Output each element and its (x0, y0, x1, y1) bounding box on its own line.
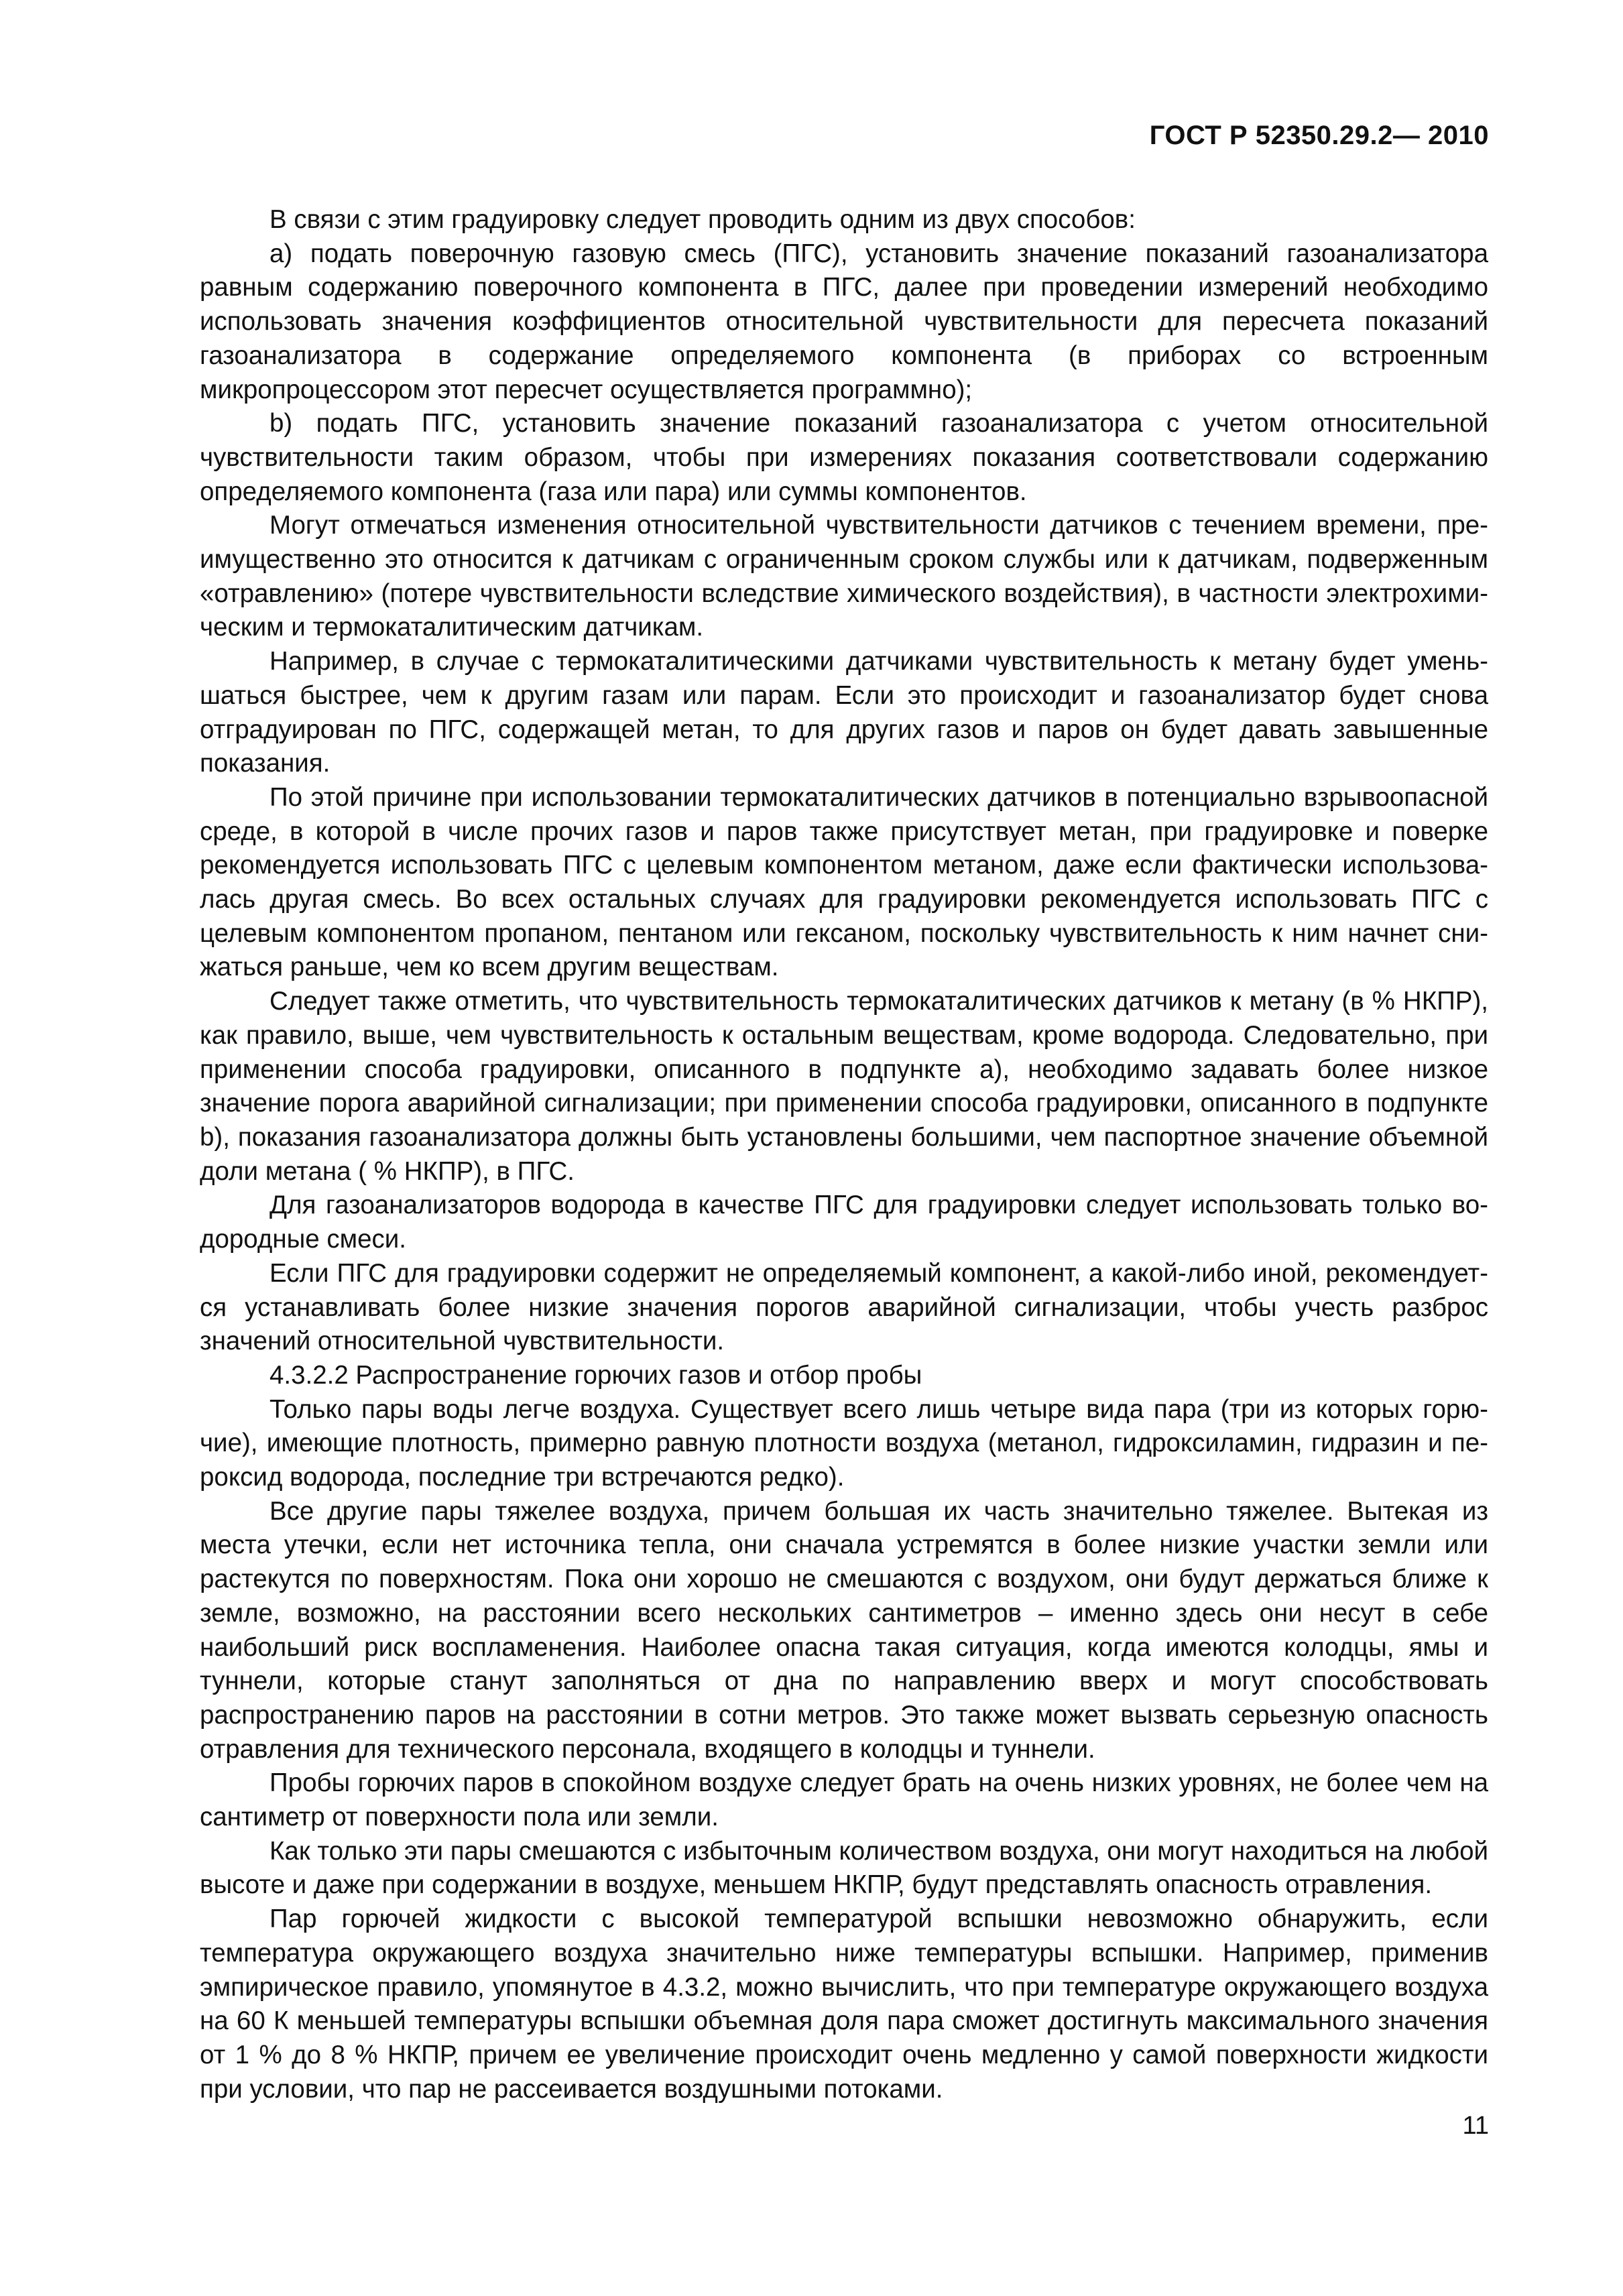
paragraph: Пробы горючих паров в спокойном воздухе следует брать на очень низких уровнях, не более чем на сантиметр от поверхности пола или земли. (200, 1768, 1488, 1832)
paragraph: а) подать поверочную газовую смесь (ПГС), установить значение показаний газоанализатора равным содержанию поверочного компонента в ПГС, далее при проведении измерений необходимо использовать значения коэффициентов относительной чувствительности для пересчета показаний газоанализатора в содержание определяемого компонента (в приборах со встроенным микропроцессором этот пересчет осуществляется программно); (200, 239, 1488, 404)
page-number: 11 (1462, 2112, 1489, 2140)
paragraph: Например, в случае с термокаталитическими датчиками чувствительность к метану будет уменьшаться быстрее, чем к другим газам или парам. Если это происходит и газоанализатор будет снова отградуирован по ПГС, содержащей метан, то для других газов и паров он будет давать завышенные показания. (200, 647, 1488, 778)
body-text (200, 203, 1488, 2106)
paragraph: Если ПГС для градуировки содержит не определяемый компонент, а какой-либо иной, рекомендуется устанавливать более низкие значения порогов аварийной сигнализации, чтобы учесть разброс значений относительной чувствительности. (200, 1258, 1488, 1356)
paragraph: Следует также отметить, что чувствительность термокаталитических датчиков к метану (в % НКПР), как правило, выше, чем чувствительность к остальным веществам, кроме водорода. Следовательно, при применении способа градуировки, описанного в подпункте а), необходимо задавать более низкое значение порога аварийной сигнализации; при применении способа градуировки, описанного в подпункте b), показания газоанализатора должны быть установлены большими, чем паспортное значение объемной доли метана ( % НКПР), в ПГС. (200, 987, 1488, 1186)
paragraph: Все другие пары тяжелее воздуха, причем большая их часть значительно тяжелее. Вытекая из места утечки, если нет источника тепла, они сначала устремятся в более низкие участки земли или растекутся по поверхностям. Пока они хорошо не смешаются с воздухом, они будут держаться ближе к земле, возможно, на расстоянии всего нескольких сантиметров – именно здесь они несут в себе наибольший риск воспламенения. Наиболее опасна такая ситуация, когда имеются колодцы, ямы и туннели, которые станут заполняться от дна по направлению вверх и могут способствовать распространению паров на расстоянии в сотни метров. Это также может вызвать серьезную опасность отравления для технического персонала, входящего в колодцы и туннели. (200, 1496, 1488, 1764)
paragraph: Могут отмечаться изменения относительной чувствительности датчиков с течением времени, преимущественно это относится к датчикам с ограниченным сроком службы или к датчикам, подверженным «отравлению» (потере чувствительности вследствие химического воздействия), в частности электрохимическим и термокаталитическим датчикам. (200, 511, 1488, 642)
paragraph: Как только эти пары смешаются с избыточным количеством воздуха, они могут находиться на любой высоте и даже при содержании в воздухе, меньшем НКПР, будут представлять опасность отравления. (200, 1836, 1488, 1900)
paragraph: В связи с этим градуировку следует проводить одним из двух способов: (269, 205, 1136, 234)
paragraph: b) подать ПГС, установить значение показаний газоанализатора с учетом относительной чувствительности таким образом, чтобы при измерениях показания соответствовали содержанию определяемого компонента (газа или пара) или суммы компонентов. (200, 409, 1488, 506)
paragraph: Только пары воды легче воздуха. Существует всего лишь четыре вида пара (три из которых горючие), имеющие плотность, примерно равную плотности воздуха (метанол, гидроксиламин, гидразин и пероксид водорода, последние три встречаются редко). (200, 1394, 1488, 1492)
paragraph: По этой причине при использовании термокаталитических датчиков в потенциально взрывоопасной среде, в которой в числе прочих газов и паров также присутствует метан, при градуировке и поверке рекомендуется использовать ПГС с целевым компонентом метаном, даже если фактически использовалась другая смесь. Во всех остальных случаях для градуировки рекомендуется использовать ПГС с целевым компонентом пропаном, пентаном или гексаном, поскольку чувствительность к ним начнет снижаться раньше, чем ко всем другим веществам. (200, 782, 1488, 982)
paragraph: Пар горючей жидкости с высокой температурой вспышки невозможно обнаружить, если температура окружающего воздуха значительно ниже температуры вспышки. Например, применив эмпирическое правило, упомянутое в 4.3.2, можно вычислить, что при температуре окружающего воздуха на 60 К меньшей температуры вспышки объемная доля пара сможет достигнуть максимального значения от 1 % до 8 % НКПР, причем ее увеличение происходит очень медленно у самой поверхности жидкости при условии, что пар не рассеивается воздушными потоками. (200, 1905, 1488, 2104)
standard-code-header: ГОСТ Р 52350.29.2— 2010 (1149, 121, 1489, 150)
paragraph: Для газоанализаторов водорода в качестве ПГС для градуировки следует использовать только водородные смеси. (200, 1191, 1488, 1254)
section-heading: 4.3.2.2 Распространение горючих газов и отбор пробы (269, 1360, 922, 1390)
